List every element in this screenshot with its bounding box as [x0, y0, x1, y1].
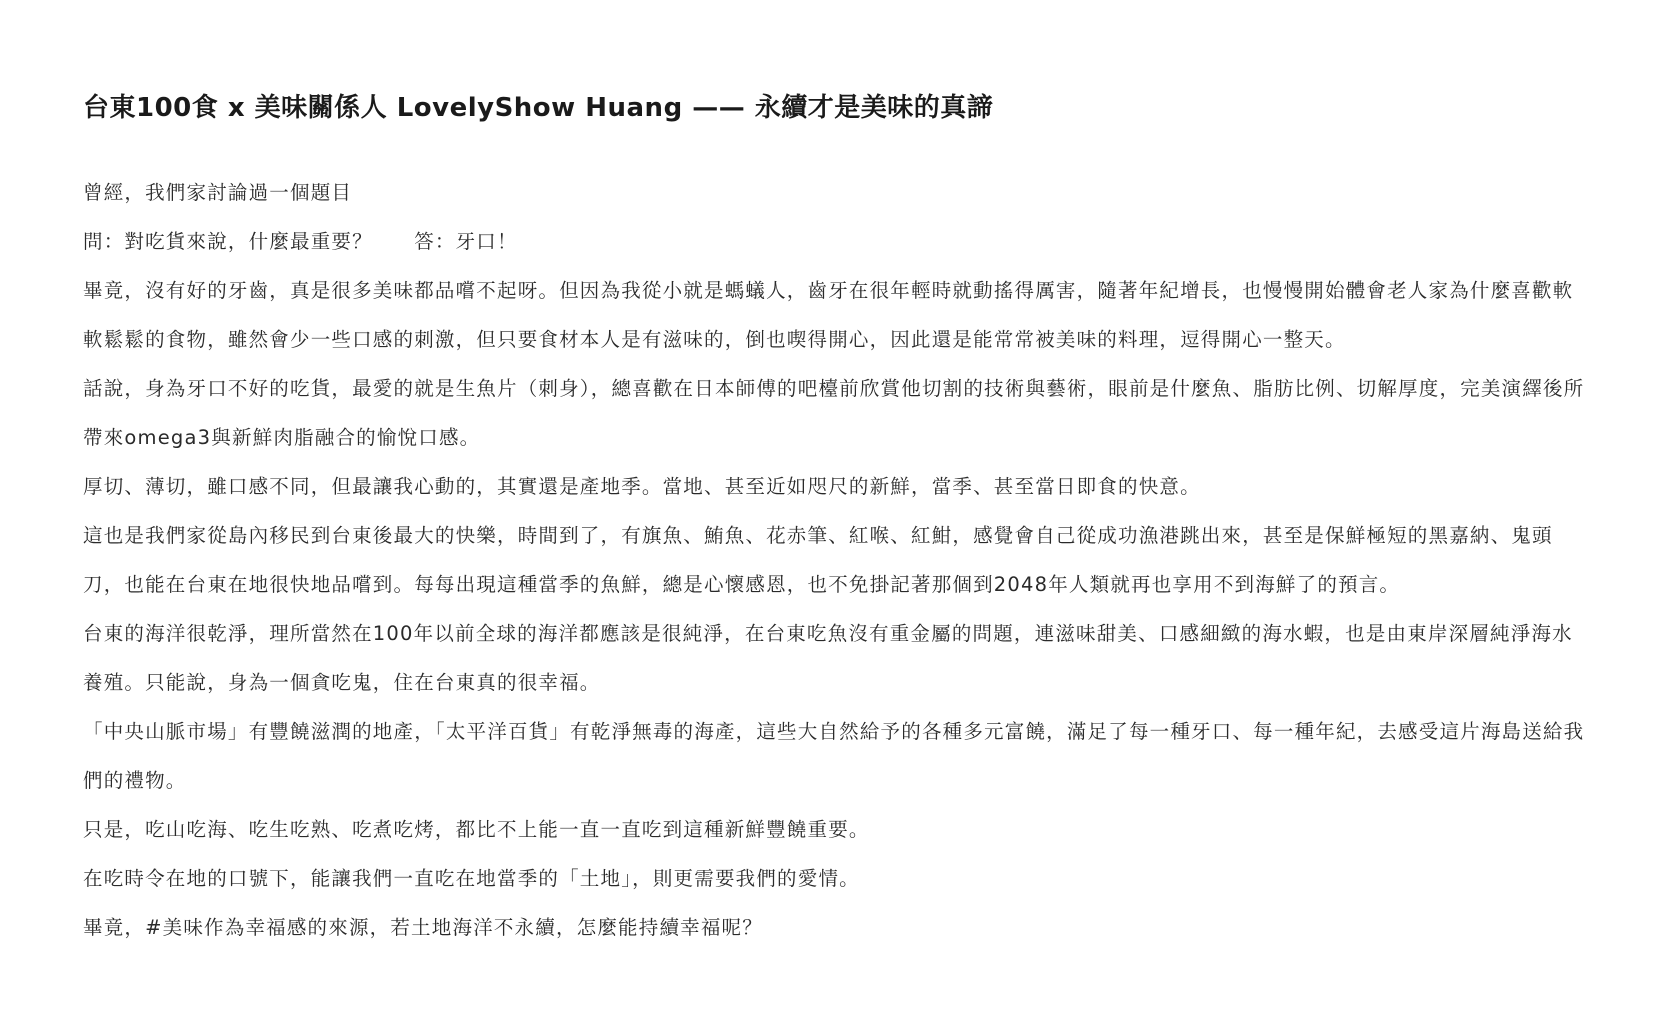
paragraph: 話說，身為牙口不好的吃貨，最愛的就是生魚片（刺身），總喜歡在日本師傅的吧檯前欣賞他切割的技術與藝術，眼前是什麼魚、脂肪比例、切解厚度，完美演繹後所帶來omega3與新鮮肉脂融合的愉悅口感。: [83, 377, 1585, 449]
paragraph: 畢竟，#美味作為幸福感的來源，若土地海洋不永續，怎麼能持續幸福呢？: [83, 916, 763, 939]
article-title: 台東100食 x 美味關係人 LovelyShow Huang —— 永續才是美味的真諦: [83, 93, 994, 123]
article-body: [83, 168, 1593, 952]
paragraph: 曾經，我們家討論過一個題目: [83, 181, 353, 204]
paragraph: 厚切、薄切，雖口感不同，但最讓我心動的，其實還是產地季。當地、甚至近如咫尺的新鮮，當季、甚至當日即食的快意。: [83, 475, 1201, 498]
paragraph: 只是，吃山吃海、吃生吃熟、吃煮吃烤，都比不上能一直一直吃到這種新鮮豐饒重要。: [83, 818, 870, 841]
article: [83, 88, 1593, 952]
paragraph: 台東的海洋很乾淨，理所當然在100年以前全球的海洋都應該是很純淨，在台東吃魚沒有重金屬的問題，連滋味甜美、口感細緻的海水蝦，也是由東岸深層純淨海水養殖。只能說，身為一個貪吃鬼，住在台東真的很幸福。: [83, 622, 1573, 694]
paragraph: 這也是我們家從島內移民到台東後最大的快樂，時間到了，有旗魚、鮪魚、花赤筆、紅喉、紅魽，感覺會自己從成功漁港跳出來，甚至是保鮮極短的黑嘉納、鬼頭刀，也能在台東在地很快地品嚐到。每每出現這種當季的魚鮮，總是心懷感恩，也不免掛記著那個到2048年人類就再也享用不到海鮮了的預言。: [83, 524, 1553, 596]
paragraph: 在吃時令在地的口號下，能讓我們一直吃在地當季的「土地」，則更需要我們的愛情。: [83, 867, 860, 890]
paragraph: 畢竟，沒有好的牙齒，真是很多美味都品嚐不起呀。但因為我從小就是螞蟻人，齒牙在很年輕時就動搖得厲害，隨著年紀增長，也慢慢開始體會老人家為什麼喜歡軟軟鬆鬆的食物，雖然會少一些口感的刺激，但只要食材本人是有滋味的，倒也喫得開心，因此還是能常常被美味的料理，逗得開心一整天。: [83, 279, 1574, 351]
paragraph: 問：對吃貨來說，什麼最重要？ 答：牙口！: [83, 230, 518, 253]
paragraph: 「中央山脈市場」有豐饒滋潤的地產，「太平洋百貨」有乾淨無毒的海產，這些大自然給予的各種多元富饒，滿足了每一種牙口、每一種年紀，去感受這片海島送給我們的禮物。: [83, 720, 1585, 792]
